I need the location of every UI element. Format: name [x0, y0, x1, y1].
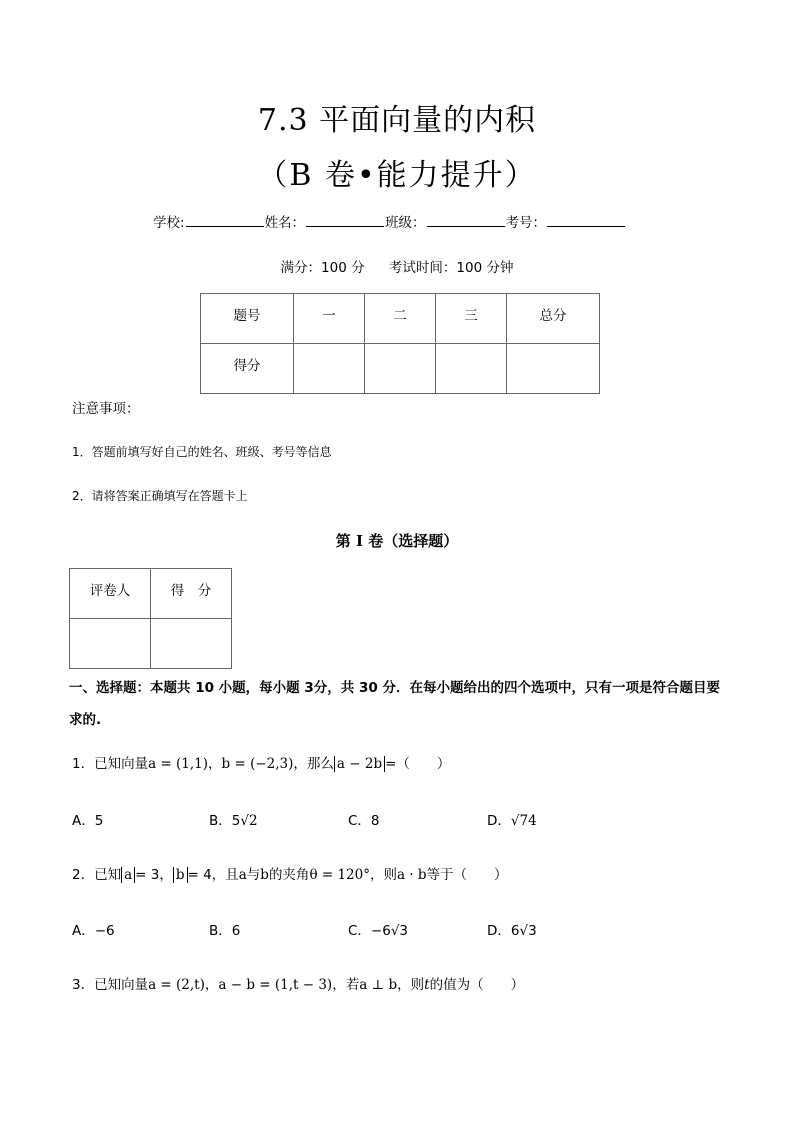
question-text: 的夹角 — [268, 867, 310, 883]
math-expression: a = (1,1) — [148, 756, 209, 772]
math-expression: √74 — [510, 813, 537, 829]
question-text: 的值为（ ） — [429, 977, 525, 993]
score-row-label: 得分 — [201, 344, 294, 394]
math-expression: a − 2b — [334, 756, 385, 772]
question-text: 已知 — [94, 867, 122, 883]
option-d[interactable] — [487, 809, 537, 829]
question-text: = 3， — [135, 867, 173, 883]
score-table-score-row — [201, 344, 600, 394]
class-blank[interactable] — [427, 214, 505, 227]
score-cell[interactable] — [294, 344, 365, 394]
question-number: 2． — [72, 867, 95, 883]
exam-no-label: 考号： — [505, 215, 547, 231]
grader-input-row — [70, 619, 232, 669]
question-text: ， — [208, 756, 222, 772]
class-label: 班级： — [385, 215, 426, 231]
student-info-line — [153, 211, 626, 231]
math-expression: a − b = (1,t − 3) — [218, 977, 333, 993]
question-text: 与 — [246, 867, 261, 883]
grader-cell[interactable] — [70, 619, 151, 669]
math-expression: a ⊥ b — [359, 977, 398, 993]
option-d[interactable]: D．6√3 — [487, 923, 537, 939]
exam-time: 考试时间：100 分钟 — [388, 260, 514, 276]
grader-header-cell: 评卷人 — [70, 569, 151, 619]
score-header-cell: 一 — [294, 294, 365, 344]
score-cell[interactable] — [436, 344, 507, 394]
question-1 — [72, 752, 450, 772]
option-label: D． — [487, 813, 511, 829]
part-heading: 一、选择题：本题共 10 小题，每小题 3分，共 30 分．在每小题给出的四个选项中，只有一项是符合题目要求的. — [69, 680, 720, 728]
score-header-cell: 三 — [436, 294, 507, 344]
question-number: 1． — [72, 756, 95, 772]
option-c[interactable]: C．8 — [348, 813, 380, 829]
note-item: 2．请将答案正确填写在答题卡上 — [72, 489, 248, 503]
option-b[interactable]: B．6 — [209, 923, 241, 939]
math-expression: b — [173, 867, 188, 883]
score-table-header-row — [201, 294, 600, 344]
question-text: 已知向量 — [94, 756, 149, 772]
score-cell[interactable] — [365, 344, 436, 394]
score-header-cell: 题号 — [201, 294, 294, 344]
question-text: 已知向量 — [94, 977, 149, 993]
math-expression: √2 — [240, 813, 258, 829]
option-a[interactable]: A．−6 — [72, 923, 115, 939]
question-text: ，则 — [369, 867, 397, 883]
question-text: ，若 — [332, 977, 360, 993]
math-expression: a = (2,t) — [148, 977, 205, 993]
grader-table — [69, 568, 232, 669]
option-c[interactable]: C．−6√3 — [348, 923, 409, 939]
math-expression: b — [260, 867, 269, 883]
math-expression: θ = 120° — [309, 867, 370, 883]
math-variable: t — [424, 977, 430, 993]
option-label: B．5 — [209, 813, 241, 829]
option-a[interactable]: A．5 — [72, 813, 104, 829]
score-cell[interactable] — [507, 344, 600, 394]
name-blank[interactable] — [306, 214, 384, 227]
math-expression: a — [121, 867, 135, 883]
notes-heading: 注意事项： — [72, 401, 140, 417]
score-table — [200, 293, 600, 394]
question-text: ，则 — [397, 977, 425, 993]
score-header-cell: 二 — [365, 294, 436, 344]
name-label: 姓名： — [264, 215, 306, 231]
question-text: ， — [204, 977, 219, 993]
note-item: 1．答题前填写好自己的姓名、班级、考号等信息 — [72, 445, 332, 459]
grader-header-cell: 得 分 — [151, 569, 232, 619]
math-expression: a — [238, 867, 247, 883]
exam-meta — [0, 256, 794, 276]
question-text: =（ ） — [385, 756, 451, 772]
full-score: 满分：100 分 — [280, 260, 365, 276]
question-text: ，那么 — [293, 756, 334, 772]
question-text: 等于（ ） — [426, 867, 508, 883]
question-3 — [72, 973, 524, 993]
option-b[interactable] — [209, 809, 258, 829]
school-blank[interactable] — [186, 214, 264, 227]
page-subtitle: （B 卷•能力提升） — [257, 158, 537, 193]
school-label: 学校: — [153, 215, 185, 231]
grader-header-row — [70, 569, 232, 619]
exam-no-blank[interactable] — [547, 214, 625, 227]
question-number: 3． — [72, 977, 95, 993]
math-expression: a · b — [396, 867, 427, 883]
question-2 — [72, 863, 508, 883]
question-text: = 4，且 — [187, 867, 239, 883]
section-title: 第 I 卷（选择题） — [335, 532, 459, 550]
math-expression: b = (−2,3) — [221, 756, 294, 772]
page-title: 7.3 平面向量的内积 — [257, 103, 537, 138]
score-header-cell: 总分 — [507, 294, 600, 344]
grader-cell[interactable] — [151, 619, 232, 669]
